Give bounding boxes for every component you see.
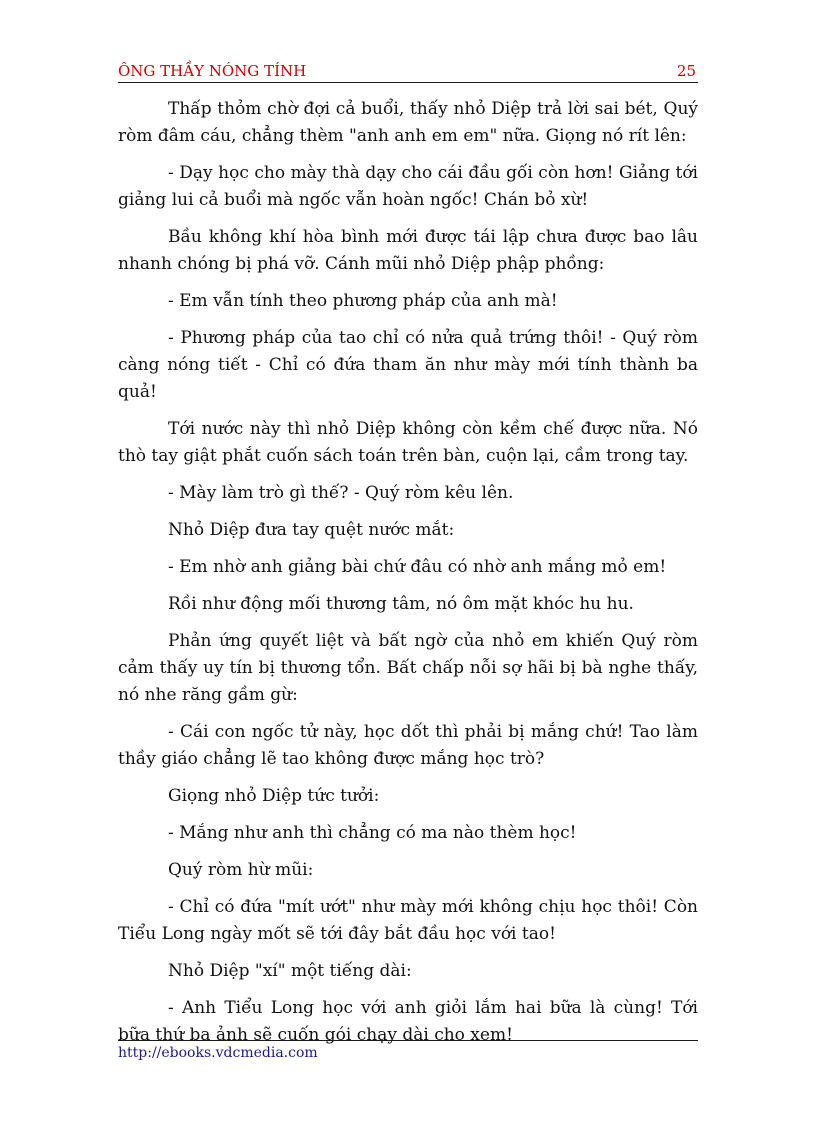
footer-link[interactable]: http://ebooks.vdcmedia.com <box>118 1045 318 1061</box>
paragraph: - Mày làm trò gì thế? - Quý ròm kêu lên. <box>168 483 514 503</box>
paragraph: Thấp thỏm chờ đợi cả buổi, thấy nhỏ Diệp trả lời sai bét, Quý ròm đâm cáu, chẳng thèm "anh anh em em" nữa. Giọng nó rít lên: <box>118 99 698 146</box>
paragraph: Tới nước này thì nhỏ Diệp không còn kềm chế được nữa. Nó thò tay giật phắt cuốn sách toán trên bàn, cuộn lại, cầm trong tay. <box>118 419 698 466</box>
paragraph: - Dạy học cho mày thà dạy cho cái đầu gối còn hơn! Giảng tới giảng lui cả buổi mà ngốc vẫn hoàn ngốc! Chán bỏ xừ! <box>118 163 698 210</box>
paragraph: Bầu không khí hòa bình mới được tái lập chưa được bao lâu nhanh chóng bị phá vỡ. Cánh mũi nhỏ Diệp phập phồng: <box>118 227 698 274</box>
paragraph: Rồi như động mối thương tâm, nó ôm mặt khóc hu hu. <box>168 594 634 614</box>
paragraph: - Em nhờ anh giảng bài chứ đâu có nhờ anh mắng mỏ em! <box>168 557 667 577</box>
paragraph: Nhỏ Diệp "xí" một tiếng dài: <box>168 961 412 981</box>
paragraph: - Em vẫn tính theo phương pháp của anh mà! <box>168 291 558 311</box>
paragraph: - Cái con ngốc tử này, học dốt thì phải bị mắng chứ! Tao làm thầy giáo chẳng lẽ tao không được mắng học trò? <box>118 722 698 769</box>
paragraph: Giọng nhỏ Diệp tức tưởi: <box>168 786 380 806</box>
page-header <box>118 60 698 83</box>
page-footer <box>118 1040 698 1061</box>
page-content <box>118 96 698 1059</box>
paragraph: - Phương pháp của tao chỉ có nửa quả trứng thôi! - Quý ròm càng nóng tiết - Chỉ có đứa tham ăn như mày mới tính thành ba quả! <box>118 328 698 402</box>
paragraph: - Anh Tiểu Long học với anh giỏi lắm hai bữa là cùng! Tới bữa thứ ba ảnh sẽ cuốn gói chạy dài cho xem! <box>118 998 698 1045</box>
paragraph: Phản ứng quyết liệt và bất ngờ của nhỏ em khiến Quý ròm cảm thấy uy tín bị thương tổn. Bất chấp nỗi sợ hãi bị bà nghe thấy, nó nhe răng gầm gừ: <box>118 631 698 705</box>
page-number: 25 <box>676 62 696 80</box>
paragraph: Nhỏ Diệp đưa tay quệt nước mắt: <box>168 520 455 540</box>
paragraph: - Mắng như anh thì chẳng có ma nào thèm học! <box>168 823 577 843</box>
paragraph: Quý ròm hừ mũi: <box>168 860 314 880</box>
book-title: ÔNG THẦY NÓNG TÍNH <box>118 62 307 80</box>
paragraph: - Chỉ có đứa "mít ướt" như mày mới không chịu học thôi! Còn Tiểu Long ngày mốt sẽ tới đây bắt đầu học với tao! <box>118 897 698 944</box>
